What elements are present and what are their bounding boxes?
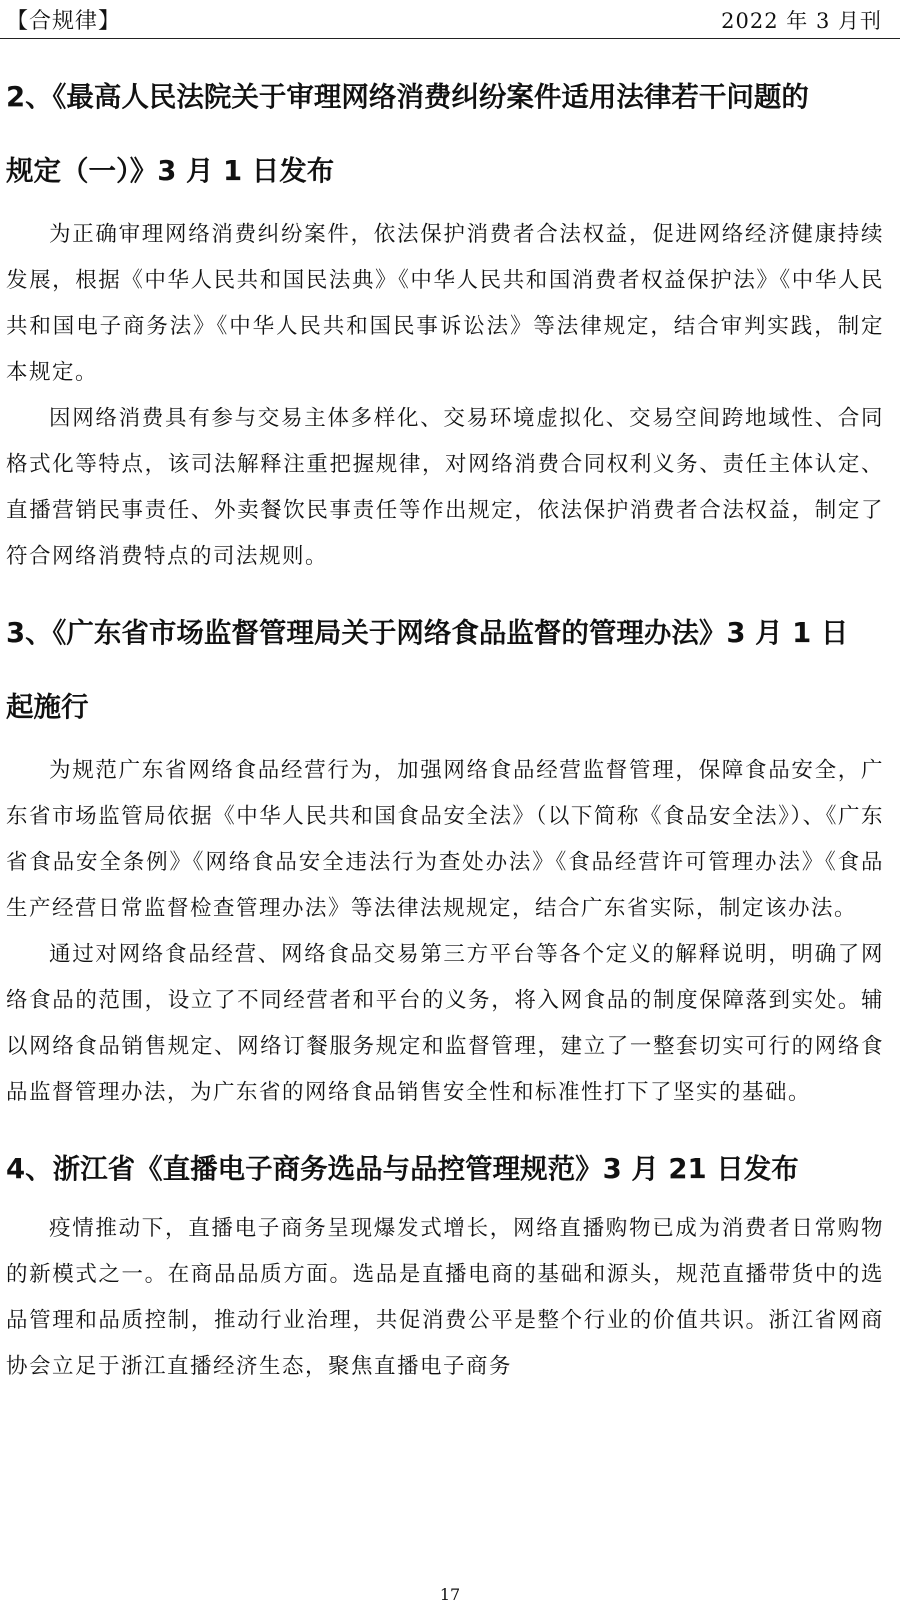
section-3-paragraph-1: 为规范广东省网络食品经营行为，加强网络食品经营监督管理，保障食品安全，广东省市场监管局依据《中华人民共和国食品安全法》（以下简称《食品安全法》）、《广东省食品安全条例》《网络食品安全违法行为查处办法》《食品经营许可管理办法》《食品生产经营日常监督检查管理办法》等法律法规规定，结合广东省实际，制定该办法。 <box>6 758 884 921</box>
column-title: 【合规律】 <box>6 9 122 34</box>
section-2-paragraph-1: 为正确审理网络消费纠纷案件，依法保护消费者合法权益，促进网络经济健康持续发展，根据《中华人民共和国民法典》《中华人民共和国消费者权益保护法》《中华人民共和国电子商务法》《中华人民共和国民事诉讼法》等法律规定，结合审判实践，制定本规定。 <box>6 222 884 385</box>
page-content <box>6 60 884 1390</box>
section-4-paragraph-1: 疫情推动下，直播电子商务呈现爆发式增长，网络直播购物已成为消费者日常购物的新模式之一。在商品品质方面。选品是直播电商的基础和源头，规范直播带货中的选品管理和品质控制，推动行业治理，共促消费公平是整个行业的价值共识。浙江省网商协会立足于浙江直播经济生态，聚焦直播电子商务 <box>6 1216 884 1379</box>
section-2-paragraph-2: 因网络消费具有参与交易主体多样化、交易环境虚拟化、交易空间跨地域性、合同格式化等特点，该司法解释注重把握规律，对网络消费合同权利义务、责任主体认定、直播营销民事责任、外卖餐饮民事责任等作出规定，依法保护消费者合法权益，制定了符合网络消费特点的司法规则。 <box>6 406 884 569</box>
section-2-heading-line2: 规定（一）》3 月 1 日发布 <box>6 155 335 187</box>
section-3-heading-line1: 3、《广东省市场监督管理局关于网络食品监督的管理办法》3 月 1 日 <box>6 617 849 649</box>
section-3-paragraph-2: 通过对网络食品经营、网络食品交易第三方平台等各个定义的解释说明，明确了网络食品的范围，设立了不同经营者和平台的义务，将入网食品的制度保障落到实处。辅以网络食品销售规定、网络订餐服务规定和监督管理，建立了一整套切实可行的网络食品监督管理办法，为广东省的网络食品销售安全性和标准性打下了坚实的基础。 <box>6 942 884 1105</box>
page-number: 17 <box>439 1585 461 1604</box>
section-4-heading: 4、浙江省《直播电子商务选品与品控管理规范》3 月 21 日发布 <box>6 1153 799 1185</box>
section-2-heading-line1: 2、《最高人民法院关于审理网络消费纠纷案件适用法律若干问题的 <box>6 81 809 113</box>
section-3-heading-line2: 起施行 <box>6 691 89 723</box>
page-header <box>0 0 900 39</box>
issue-date: 2022 年 3 月刊 <box>721 9 882 33</box>
